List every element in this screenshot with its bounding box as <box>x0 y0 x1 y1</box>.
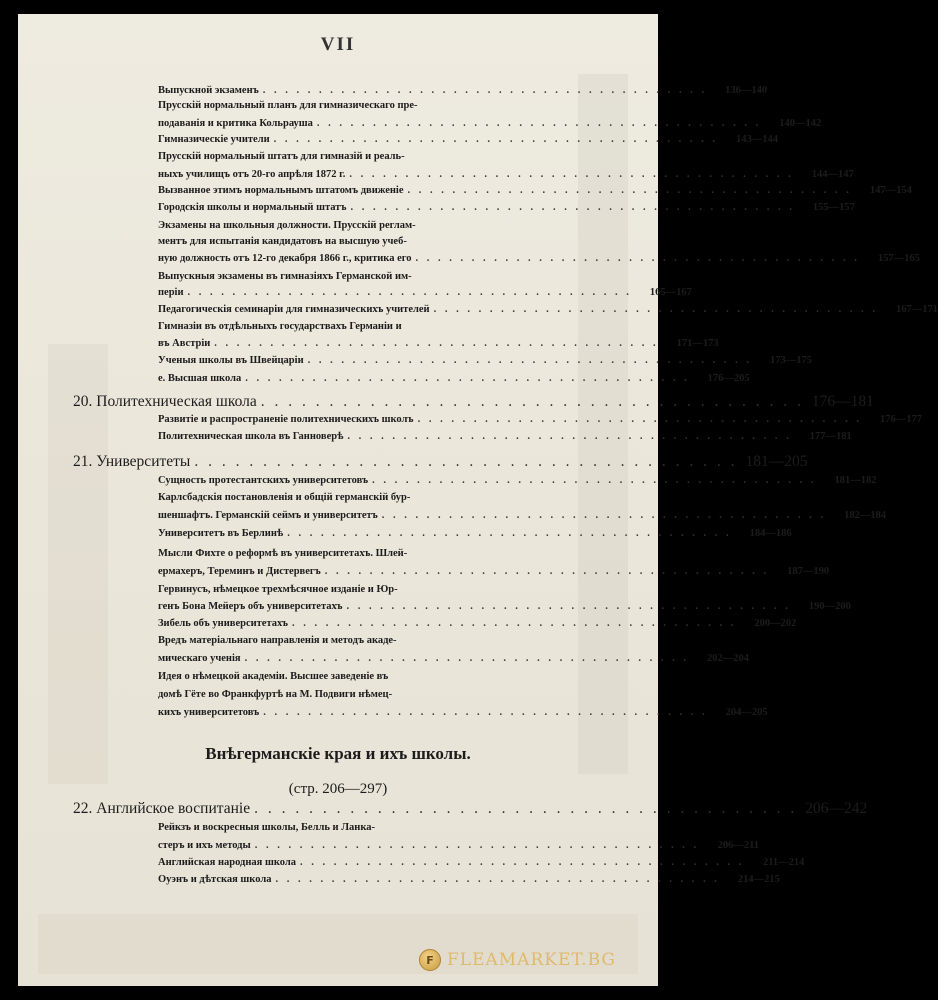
toc-entry-title: Вредъ матеріальнаго направленія и методъ акаде- <box>158 635 397 646</box>
dot-leader: . . . . . . . . . . . . . . . . . . . . . . . . . . . . . . . . . . . . . . . . <box>316 118 762 129</box>
toc-entry <box>158 431 852 442</box>
dot-leader: . . . . . . . . . . . . . . . . . . . . . . . . . . . . . . . . . . . . . . . . <box>254 800 798 817</box>
toc-section-entry <box>73 393 874 411</box>
toc-entry-title: періи <box>158 287 184 298</box>
toc-page-range: 184—186 <box>749 528 792 539</box>
toc-page-range: 167—171 <box>895 304 938 315</box>
toc-entry-title: Зибель объ университетахъ <box>158 618 288 629</box>
toc-entry <box>158 618 797 629</box>
toc-page-range: 165—167 <box>649 287 692 298</box>
toc-entry <box>158 671 570 682</box>
toc-entry <box>158 236 570 247</box>
toc-entry-title: Выпускныя экзамены въ гимназіяхъ Германской им- <box>158 271 412 282</box>
toc-entry-title: ную должность отъ 12-го декабря 1866 г., критика его <box>158 253 412 264</box>
toc-entry <box>158 373 750 384</box>
toc-entry <box>158 492 570 503</box>
toc-entry-title: Прусскій нормальный штатъ для гимназій и реаль- <box>158 151 405 162</box>
toc-page-range: 187—190 <box>787 566 830 577</box>
toc-section-entry <box>73 800 868 818</box>
toc-entry <box>158 100 570 111</box>
toc-entry-title: 20. Политехническая школа <box>73 393 257 410</box>
toc-page-range: 157—165 <box>877 253 920 264</box>
toc-entry <box>158 338 719 349</box>
dot-leader: . . . . . . . . . . . . . . . . . . . . . . . . . . . . . . . . . . . . . . . . <box>275 874 720 885</box>
toc-entry <box>158 220 570 231</box>
toc-entry <box>158 151 570 162</box>
toc-entry <box>158 601 851 612</box>
toc-entry-title: мическаго ученія <box>158 653 241 664</box>
toc-entry-title: Идея о нѣмецкой академіи. Высшее заведеніе въ <box>158 671 389 682</box>
toc-entry <box>158 822 570 833</box>
toc-entry <box>158 840 760 851</box>
toc-page-range: 136—140 <box>725 85 768 96</box>
toc-entry <box>158 185 912 196</box>
toc-entry-title: Педагогическія семинаріи для гимназическихъ учителей <box>158 304 430 315</box>
dot-leader: . . . . . . . . . . . . . . . . . . . . . . . . . . . . . . . . . . . . . . . . <box>245 373 690 384</box>
dot-leader: . . . . . . . . . . . . . . . . . . . . . . . . . . . . . . . . . . . . . . . . <box>433 304 878 315</box>
toc-page-range: 176—177 <box>879 414 922 425</box>
toc-entry <box>158 653 749 664</box>
watermark-logo <box>419 949 616 971</box>
toc-entry <box>158 510 887 521</box>
toc-entry-title: Выпускной экзаменъ <box>158 85 259 96</box>
toc-entry <box>158 566 830 577</box>
dot-leader: . . . . . . . . . . . . . . . . . . . . . . . . . . . . . . . . . . . . . . . . <box>291 618 737 629</box>
toc-page-range: 173—175 <box>770 355 812 366</box>
toc-entry-title: Английская народная школа <box>158 857 296 868</box>
toc-entry <box>158 584 570 595</box>
toc-entry-title: Сущность протестантскихъ университетовъ <box>158 475 369 486</box>
toc-page-range: 206—211 <box>717 840 760 851</box>
toc-page-range: 202—204 <box>706 653 749 664</box>
toc-entry <box>158 169 854 180</box>
dot-leader: . . . . . . . . . . . . . . . . . . . . . . . . . . . . . . . . . . . . . . . . <box>407 185 852 196</box>
dot-leader: . . . . . . . . . . . . . . . . . . . . . . . . . . . . . . . . . . . . . . . . <box>415 253 860 264</box>
toc-page-range: 214—215 <box>737 874 780 885</box>
toc-entry <box>158 118 822 129</box>
toc-entry-title: Экзамены на школьныя должности. Прусскій реглам- <box>158 220 416 231</box>
part-title: Внѣгерманскіе края и ихъ школы. <box>205 744 471 763</box>
dot-leader: . . . . . . . . . . . . . . . . . . . . . . . . . . . . . . . . . . . . . . . . <box>349 169 794 180</box>
toc-entry <box>158 287 692 298</box>
toc-page-range: 171—173 <box>676 338 719 349</box>
dot-leader: . . . . . . . . . . . . . . . . . . . . . . . . . . . . . . . . . . . . . . . . <box>254 840 700 851</box>
toc-section-entry <box>73 453 808 471</box>
dot-leader: . . . . . . . . . . . . . . . . . . . . . . . . . . . . . . . . . . . . . . . . <box>260 393 804 410</box>
toc-entry <box>158 134 779 145</box>
toc-entry <box>158 548 570 559</box>
toc-entry-title: Ученыя школы въ Швейцаріи <box>158 355 304 366</box>
toc-page-range: 206—242 <box>805 800 868 817</box>
toc-entry-title: въ Австріи <box>158 338 211 349</box>
dot-leader: . . . . . . . . . . . . . . . . . . . . . . . . . . . . . . . . . . . . . . . . <box>194 453 738 470</box>
toc-page-range: 204—205 <box>725 707 768 718</box>
toc-entry-title: шеншафтъ. Германскій сеймъ и университетъ <box>158 510 378 521</box>
toc-entry-title: Прусскій нормальный планъ для гимназическаго пре- <box>158 100 418 111</box>
toc-entry <box>158 304 938 315</box>
toc-entry <box>158 321 570 332</box>
dot-leader: . . . . . . . . . . . . . . . . . . . . . . . . . . . . . . . . . . . . . . . . <box>300 857 745 868</box>
toc-entry-title: Городскія школы и нормальный штатъ <box>158 202 347 213</box>
toc-page-range: 200—202 <box>754 618 797 629</box>
toc-entry-title: ментъ для испытанія кандидатовъ на высшую учеб- <box>158 236 407 247</box>
toc-entry-title: Рейкзъ и воскресныя школы, Белль и Ланка- <box>158 822 375 833</box>
toc-entry <box>158 202 855 213</box>
toc-page-range: 182—184 <box>844 510 887 521</box>
toc-entry-title: 21. Университеты <box>73 453 191 470</box>
dot-leader: . . . . . . . . . . . . . . . . . . . . . . . . . . . . . . . . . . . . . . . . <box>187 287 632 298</box>
toc-entry-title: Гимназическіе учители <box>158 134 270 145</box>
toc-entry <box>158 253 920 264</box>
toc-entry-title: Оуэнъ и дѣтская школа <box>158 874 272 885</box>
dot-leader: . . . . . . . . . . . . . . . . . . . . . . . . . . . . . . . . . . . . . . . . <box>346 601 791 612</box>
dot-leader: . . . . . . . . . . . . . . . . . . . . . . . . . . . . . . . . . . . . . . . . <box>307 355 752 366</box>
toc-entry <box>158 355 812 366</box>
toc-entry-title: Развитіе и распространеніе политехническихъ школъ <box>158 414 414 425</box>
toc-entry-title: ермахеръ, Тереминъ и Дистервегъ <box>158 566 321 577</box>
dot-leader: . . . . . . . . . . . . . . . . . . . . . . . . . . . . . . . . . . . . . . . . <box>273 134 719 145</box>
dot-leader: . . . . . . . . . . . . . . . . . . . . . . . . . . . . . . . . . . . . . . . . <box>263 707 708 718</box>
toc-entry <box>158 271 570 282</box>
coin-icon: F <box>419 949 441 971</box>
toc-entry-title: Гервинусъ, нѣмецкое трехмѣсячное изданіе и Юр- <box>158 584 398 595</box>
toc-entry <box>158 528 792 539</box>
dot-leader: . . . . . . . . . . . . . . . . . . . . . . . . . . . . . . . . . . . . . . . . <box>417 414 862 425</box>
dot-leader: . . . . . . . . . . . . . . . . . . . . . . . . . . . . . . . . . . . . . . . . <box>214 338 659 349</box>
dot-leader: . . . . . . . . . . . . . . . . . . . . . . . . . . . . . . . . . . . . . . . . <box>244 653 689 664</box>
dot-leader: . . . . . . . . . . . . . . . . . . . . . . . . . . . . . . . . . . . . . . . . <box>381 510 827 521</box>
toc-entry-title: е. Высшая школа <box>158 373 242 384</box>
toc-entry <box>158 414 922 425</box>
toc-entry-title: подаванія и критика Кольрауша <box>158 118 313 129</box>
toc-entry-title: Мысли Фихте о реформѣ въ университетахъ. Шлей- <box>158 548 408 559</box>
part-page-range: (стр. 206—297) <box>288 781 388 797</box>
toc-page-range: 190—200 <box>808 601 851 612</box>
toc-page-range: 155—157 <box>812 202 855 213</box>
page-number-header: VII <box>320 34 356 55</box>
toc-entry <box>158 689 570 700</box>
toc-page-range: 144—147 <box>811 169 854 180</box>
toc-entry <box>158 85 768 96</box>
book-page <box>18 14 938 986</box>
toc-entry-title: Вызванное этимъ нормальнымъ штатомъ движеніе <box>158 185 404 196</box>
toc-entry <box>158 857 805 868</box>
toc-page-range: 143—144 <box>736 134 779 145</box>
dot-leader: . . . . . . . . . . . . . . . . . . . . . . . . . . . . . . . . . . . . . . . . <box>372 475 817 486</box>
dot-leader: . . . . . . . . . . . . . . . . . . . . . . . . . . . . . . . . . . . . . . . . <box>262 85 708 96</box>
toc-entry-title: стеръ и ихъ методы <box>158 840 251 851</box>
toc-page-range: 177—181 <box>809 431 852 442</box>
toc-entry-title: Университетъ въ Берлинѣ <box>158 528 284 539</box>
toc-entry-title: Гимназіи въ отдѣльныхъ государствахъ Германіи и <box>158 321 402 332</box>
toc-entry-title: Политехническая школа въ Ганноверѣ <box>158 431 344 442</box>
toc-page-range: 211—214 <box>762 857 805 868</box>
toc-page-range: 181—205 <box>745 453 808 470</box>
dot-leader: . . . . . . . . . . . . . . . . . . . . . . . . . . . . . . . . . . . . . . . . <box>287 528 732 539</box>
dot-leader: . . . . . . . . . . . . . . . . . . . . . . . . . . . . . . . . . . . . . . . . <box>347 431 792 442</box>
toc-entry-title: Карлсбадскія постановленія и общій германскій бур- <box>158 492 411 503</box>
toc-entry-title: 22. Английское воспитаніе <box>73 800 251 817</box>
toc-entry <box>158 635 570 646</box>
toc-entry <box>158 475 877 486</box>
toc-entry-title: ныхъ училищъ отъ 20-го апрѣля 1872 г. <box>158 169 346 180</box>
toc-page-range: 181—182 <box>834 475 877 486</box>
toc-entry <box>158 874 780 885</box>
watermark-text: FLEAMARKET.BG <box>447 950 616 970</box>
toc-entry-title: кихъ университетовъ <box>158 707 260 718</box>
toc-entry-title: генъ Бона Мейеръ объ университетахъ <box>158 601 343 612</box>
toc-entry <box>158 707 768 718</box>
toc-page-range: 147—154 <box>869 185 912 196</box>
toc-page-range: 176—181 <box>811 393 874 410</box>
toc-page-range: 140—142 <box>779 118 822 129</box>
dot-leader: . . . . . . . . . . . . . . . . . . . . . . . . . . . . . . . . . . . . . . . . <box>350 202 795 213</box>
toc-entry-title: домѣ Гёте во Франкфуртѣ на М. Подвиги нѣмец- <box>158 689 393 700</box>
toc-page-range: 176—205 <box>707 373 750 384</box>
dot-leader: . . . . . . . . . . . . . . . . . . . . . . . . . . . . . . . . . . . . . . . . <box>324 566 770 577</box>
